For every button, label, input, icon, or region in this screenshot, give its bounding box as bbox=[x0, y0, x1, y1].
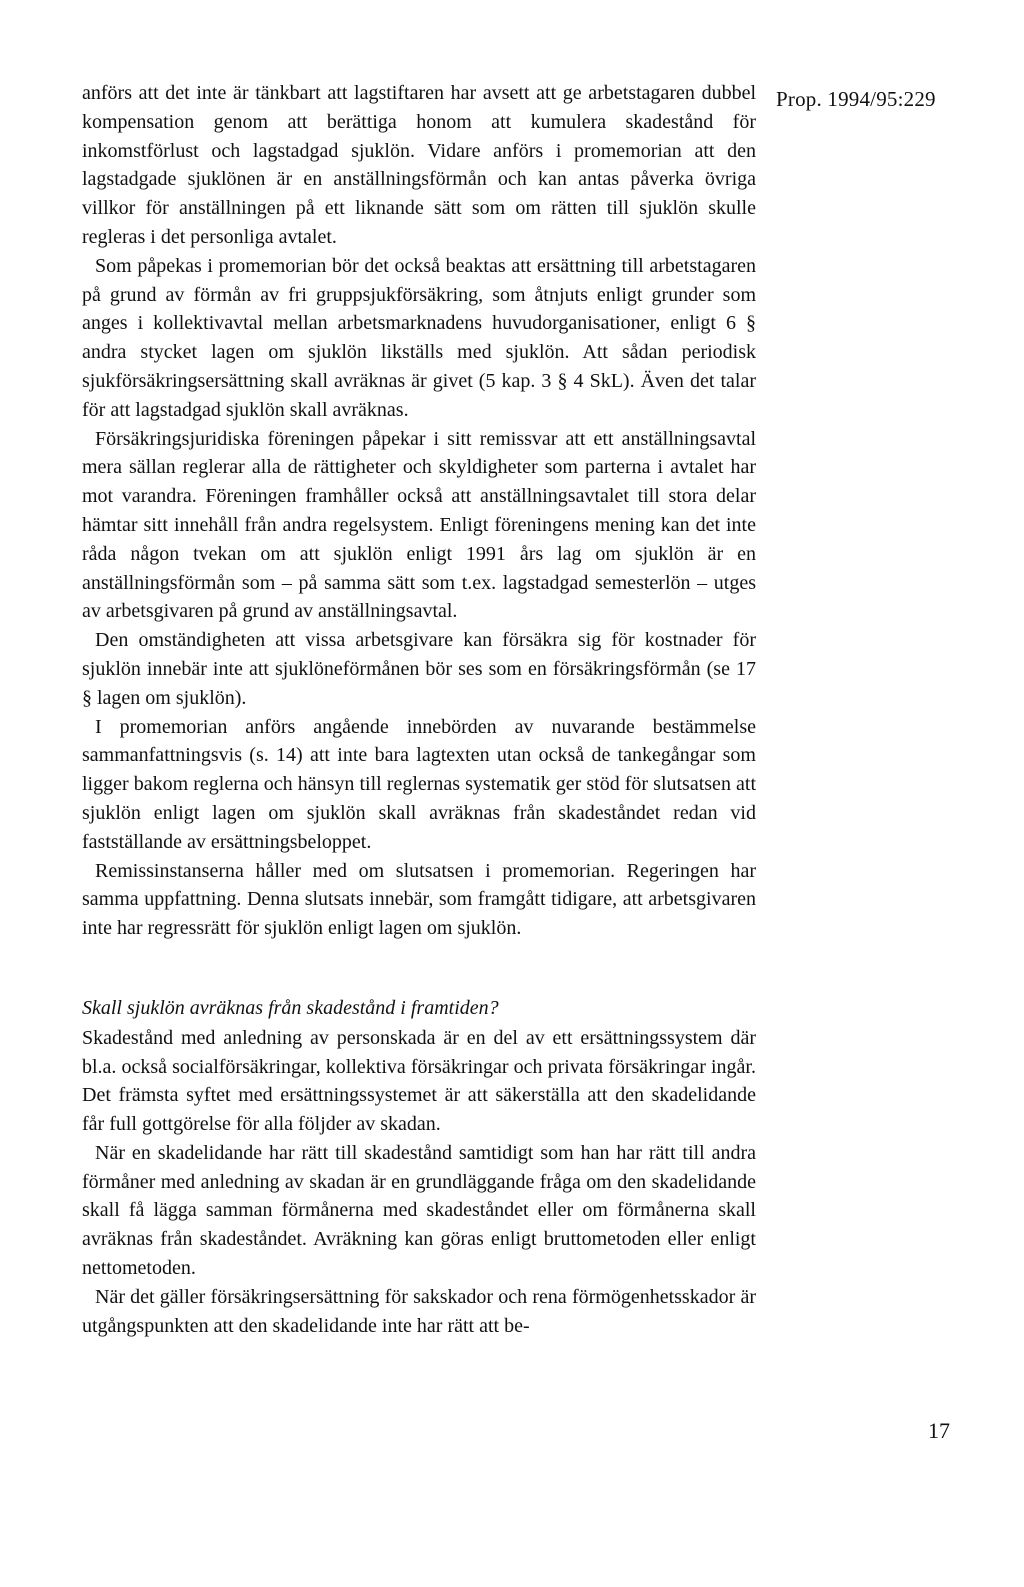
paragraph: anförs att det inte är tänkbart att lagstiftaren har avsett att ge arbetstagaren dubbel kompensation genom att berättiga honom att kumulera skadestånd för inkomstförlust och lagstadgad sjuklön. Vidare anförs i promemorian att den lagstadgade sjuklönen är en anställningsförmån och kan antas påverka övriga villkor för anställningen på ett liknande sätt som om rätten till sjuklön skulle regleras i det personliga avtalet. bbox=[82, 82, 756, 248]
paragraph: Skadestånd med anledning av personskada är en del av ett ersättningssystem där bl.a. också socialförsäkringar, kollektiva försäkringar och privata försäkringar ingår. Det främsta syftet med ersättningssystemet är att säkerställa att den skadelidande får full gottgörelse för alla följder av skadan. bbox=[82, 1026, 756, 1136]
paragraph: Som påpekas i promemorian bör det också beaktas att ersättning till arbetstagaren på grund av förmån av fri gruppsjukförsäkring, som åtnjuts enligt grunder som anges i kollektivavtal mellan arbetsmarknadens huvudorganisationer, enligt 6 § andra stycket lagen om sjuklön likställs med sjuklön. Att sådan periodisk sjukförsäkringsersättning skall avräknas är givet (5 kap. 3 § 4 SkL). Även det talar för att lagstadgad sjuklön skall avräknas. bbox=[82, 254, 756, 421]
main-text-column bbox=[82, 79, 756, 1340]
section-heading: Skall sjuklön avräknas från skadestånd i framtiden? bbox=[82, 996, 499, 1019]
document-reference: Prop. 1994/95:229 bbox=[776, 87, 936, 111]
paragraph: I promemorian anförs angående innebörden av nuvarande bestämmelse sammanfattningsvis (s. 14) att inte bara lagtexten utan också de tankegångar som ligger bakom reglerna och hänsyn till reglernas systematik ger stöd för slutsatsen att sjuklön enligt lagen om sjuklön skall avräknas från skadeståndet redan vid fastställande av ersättningsbeloppet. bbox=[82, 715, 756, 853]
paragraph: Remissinstanserna håller med om slutsatsen i promemorian. Regeringen har samma uppfattning. Denna slutsats innebär, som framgått tidigare, att arbetsgivaren inte har regressrätt för sjuklön enligt lagen om sjuklön. bbox=[82, 859, 756, 940]
page-number: 17 bbox=[928, 1418, 950, 1443]
paragraph: När det gäller försäkringsersättning för sakskador och rena förmögenhetsskador är utgångspunkten att den skadelidande inte har rätt att be- bbox=[82, 1285, 756, 1337]
paragraph: När en skadelidande har rätt till skadestånd samtidigt som han har rätt till andra förmåner med anledning av skadan är en grundläggande fråga om den skadelidande skall få lägga samman förmånerna med skadeståndet eller om förmånerna skall avräknas från skadeståndet. Avräkning kan göras enligt bruttometoden eller enligt nettometoden. bbox=[82, 1141, 756, 1280]
paragraph: Den omständigheten att vissa arbetsgivare kan försäkra sig för kostnader för sjuklön innebär inte att sjuklöneförmånen bör ses som en försäkringsförmån (se 17 § lagen om sjuklön). bbox=[82, 629, 756, 709]
paragraph: Försäkringsjuridiska föreningen påpekar i sitt remissvar att ett anställningsavtal mera sällan reglerar alla de rättigheter och skyldigheter som parterna i avtalet har mot varandra. Föreningen framhåller också att anställningsavtalet till stora delar hämtar sitt innehåll från andra regelsystem. Enligt föreningens mening kan det inte råda någon tvekan om att sjuklön enligt 1991 års lag om sjuklön är en anställningsförmån som – på samma sätt som t.ex. lagstadgad semesterlön – utges av arbetsgivaren på grund av anställningsavtal. bbox=[82, 427, 756, 623]
